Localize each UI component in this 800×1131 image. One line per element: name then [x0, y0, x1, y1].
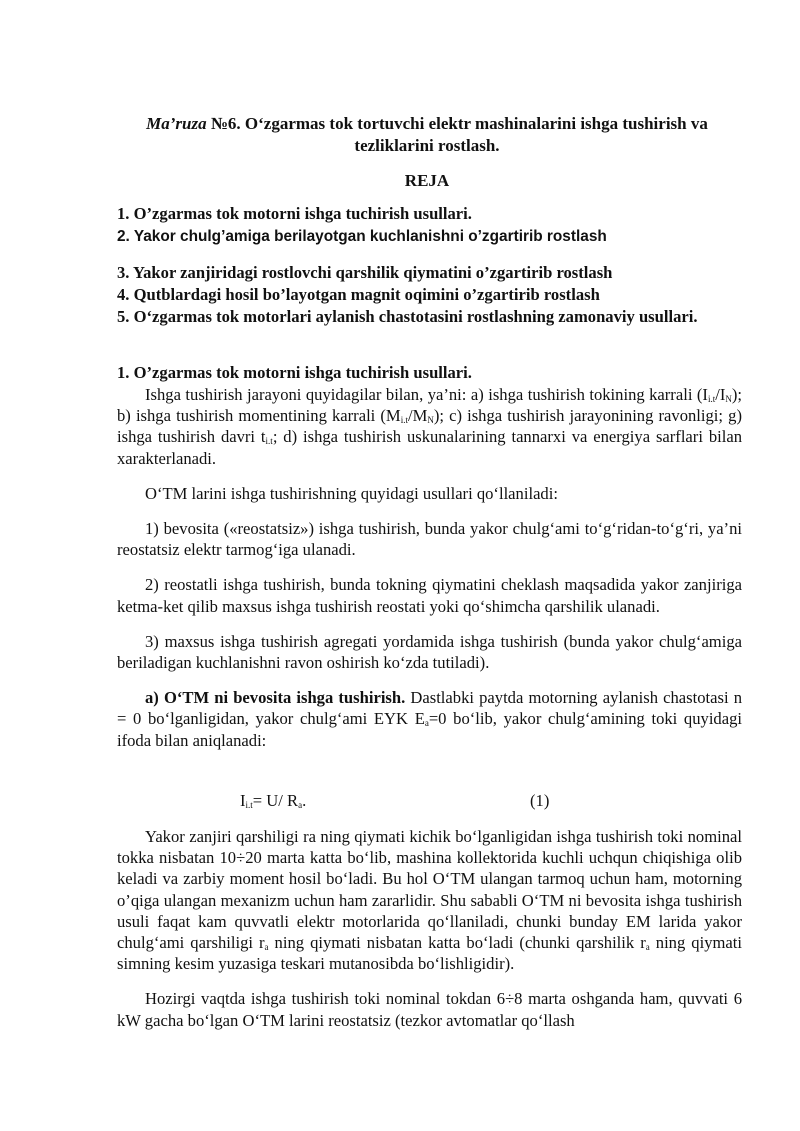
paragraph-2: O‘TM larini ishga tushirishning quyidagi usullari qo‘llaniladi:	[145, 483, 558, 503]
formula-c: .	[302, 791, 307, 810]
plan-item-1: 1. O’zgarmas tok motorni ishga tuchirish usullari.	[117, 204, 472, 223]
p7-sub-1: a	[264, 942, 269, 953]
p1-sub-4: N	[427, 415, 434, 426]
plan-heading: REJA	[404, 171, 450, 190]
formula-b: = U/ R	[252, 791, 299, 810]
formula-a: I	[240, 791, 246, 810]
p7-text-a: Yakor zanjiri qarshiligi ra ning qiymati kichik bo‘lganligidan ishga tushirish toki nominal tokka nisbatan 10÷20 marta katta bo‘lib, mashina kollektorida kuchli uchqun chiqishiga olib keladi va zarbiy moment hosil bo‘ladi. Bu hol O‘TM ulangan tarmoq uchun ham, motorning o’qiga ulangan mexanizm uchun ham zararlidir. Shu sababli O‘TM ni bevosita ishga tushirish usuli faqat kam quvvatli elektr motorlarida qo‘llaniladi, chunki bunday EM larida yakor chulg‘ami qarshiligi r	[117, 827, 742, 953]
p1-text-b: /I	[715, 385, 726, 404]
plan-item-3: 3. Yakor zanjiridagi rostlovchi qarshilik qiymatini o’zgartirib rostlash	[117, 263, 613, 282]
paragraph-1	[117, 384, 742, 469]
formula-number: (1)	[530, 791, 550, 810]
p7-text-c: ning qiymati simning kesim yuzasiga teskari mutanosibda bo‘lishligidir).	[117, 933, 742, 974]
p1-text-f: ; d) ishga tushirish uskunalarining tannarxi va energiya sarflari bilan xarakterlanadi.	[117, 427, 742, 468]
formula-sub-1: i.t	[245, 800, 253, 810]
paragraph-6	[117, 687, 742, 751]
paragraph-8: Hozirgi vaqtda ishga tushirish toki nominal tokdan 6÷8 marta oshganda ham, quvvati 6 kW gacha bo‘lgan O‘TM larini reostatsiz (tezkor avtomatlar qo‘llash	[117, 989, 742, 1030]
formula	[240, 790, 306, 811]
p1-sub-5: i.t	[265, 436, 273, 447]
p1-text-a: Ishga tushirish jarayoni quyidagilar bilan, ya’ni: a) ishga tushirish tokining karrali (I	[145, 385, 708, 404]
p1-sub-3: i.t	[400, 415, 408, 426]
p6-text-a: Dastlabki paytda motorning aylanish chastotasi n = 0 bo‘lganligidan, yakor chulg‘ami EYK E	[117, 688, 742, 729]
p6-bold: a) O‘TM ni bevosita ishga tushirish.	[145, 688, 406, 708]
plan-item-4: 4. Qutblardagi hosil bo’layotgan magnit oqimini o’zgartirib rostlash	[117, 285, 600, 304]
paragraph-5: 3) maxsus ishga tushirish agregati yordamida ishga tushirish (bunda yakor chulg‘amiga beriladigan kuchlanishni ravon oshirish ko‘zda tutiladi).	[117, 631, 742, 673]
lecture-title	[112, 113, 742, 157]
p1-text-c: ); b) ishga tushirish momentining karrali (M	[117, 385, 742, 426]
plan-item-2-text: 2. Yakor chulg’amiga berilayotgan kuchlanishni o’zgartirib rostlash	[117, 228, 607, 245]
p1-sub-2: N	[725, 394, 732, 404]
title-number: №6.	[206, 114, 245, 133]
section-heading: 1. O’zgarmas tok motorni ishga tuchirish usullari.	[117, 363, 472, 382]
title-text: O‘zgarmas tok tortuvchi elektr mashinalarini ishga tushirish va tezliklarini rostlash.	[244, 114, 708, 155]
p6-sub: a	[424, 718, 429, 729]
body-text-2	[117, 826, 742, 1031]
p7-sub-2: a	[645, 942, 650, 953]
p1-text-e: ); c) ishga tushirish jarayonining ravonligi; g) ishga tushirish davri t	[117, 406, 742, 447]
paragraph-7	[117, 826, 742, 974]
plan-item-5: 5. O‘zgarmas tok motorlari aylanish chastotasini rostlashning zamonaviy usullari.	[117, 307, 698, 326]
plan-item-2	[117, 225, 747, 247]
paragraph-4: 2) reostatli ishga tushirish, bunda tokning qiymatini cheklash maqsadida yakor zanjiriga ketma-ket qilib maxsus ishga tushirish reostati yoki qo‘shimcha qarshilik ulanadi.	[117, 575, 742, 616]
paragraph-3: 1) bevosita («reostatsiz») ishga tushirish, bunda yakor chulg‘ami to‘g‘ridan-to‘g‘ri, ya’ni reostatsiz elektr tarmog‘iga ulanadi.	[117, 519, 742, 560]
p6-text-b: =0 bo‘lib, yakor chulg‘amining toki quyidagi ifoda bilan aniqlanadi:	[117, 709, 743, 750]
p7-text-b: ning qiymati nisbatan katta bo‘ladi (chunki qarshilik r	[268, 933, 646, 953]
p1-sub-1: i.t	[707, 394, 716, 404]
body-text	[117, 384, 742, 751]
title-italic: Ma’ruza	[146, 114, 207, 133]
p1-text-d: /M	[407, 406, 428, 426]
formula-sub-2: a	[298, 800, 303, 810]
